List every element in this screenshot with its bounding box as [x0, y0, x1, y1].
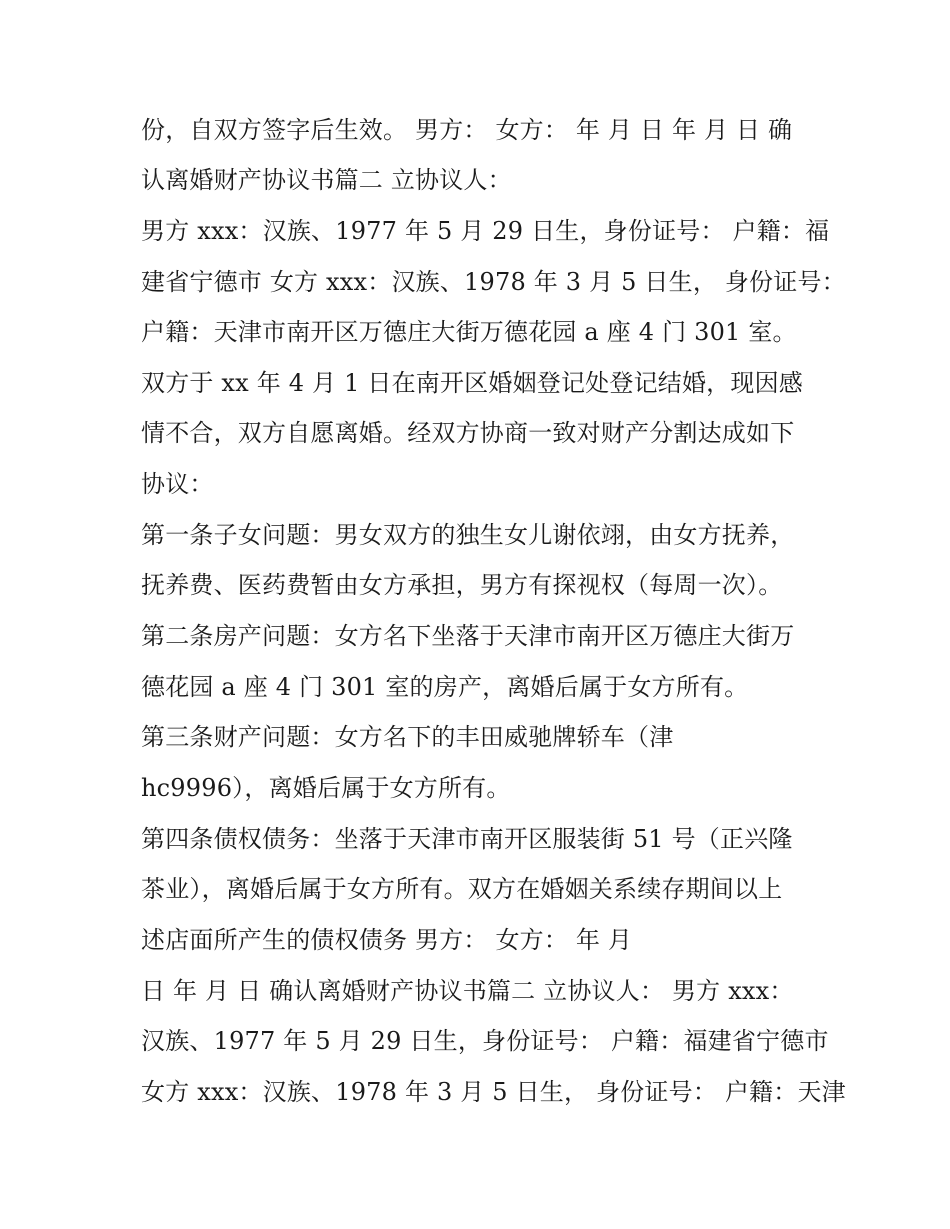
text-line: 建省宁德市 女方 xxx：汉族、1978 年 3 月 5 日生， 身份证号： — [141, 268, 846, 296]
text-line: 户籍：天津市南开区万德庄大街万德花园 a 座 4 门 301 室。 — [141, 318, 797, 346]
text-line: 第三条财产问题：女方名下的丰田威驰牌轿车（津 — [141, 723, 674, 751]
text-line: 协议： — [141, 470, 214, 498]
text-line: 抚养费、医药费暂由女方承担，男方有探视权（每周一次）。 — [141, 571, 783, 599]
text-line: 男方 xxx：汉族、1977 年 5 月 29 日生，身份证号： 户籍：福 — [141, 217, 830, 245]
text-line: 德花园 a 座 4 门 301 室的房产，离婚后属于女方所有。 — [141, 673, 749, 701]
text-line: 第四条债权债务：坐落于天津市南开区服装街 51 号（正兴隆 — [141, 825, 793, 853]
text-line: 情不合，双方自愿离婚。经双方协商一致对财产分割达成如下 — [141, 419, 795, 447]
text-line: 第二条房产问题：女方名下坐落于天津市南开区万德庄大街万 — [141, 622, 795, 650]
text-line: 茶业），离婚后属于女方所有。双方在婚姻关系续存期间以上 — [141, 875, 783, 903]
text-line: 第一条子女问题：男女双方的独生女儿谢依翊，由女方抚养， — [141, 521, 795, 549]
text-line: 述店面所产生的债权债务 男方： 女方： 年 月 — [141, 926, 633, 954]
text-line: 双方于 xx 年 4 月 1 日在南开区婚姻登记处登记结婚，现因感 — [141, 369, 803, 397]
text-line: 汉族、1977 年 5 月 29 日生，身份证号： 户籍：福建省宁德市 — [141, 1027, 829, 1055]
text-line: hc9996），离婚后属于女方所有。 — [141, 774, 511, 802]
text-line: 认离婚财产协议书篇二 立协议人： — [141, 166, 512, 194]
text-line: 日 年 月 日 确认离婚财产协议书篇二 立协议人： 男方 xxx： — [141, 977, 794, 1005]
text-line: 份，自双方签字后生效。 男方： 女方： 年 月 日 年 月 日 确 — [141, 116, 793, 144]
text-line: 女方 xxx：汉族、1978 年 3 月 5 日生， 身份证号： 户籍：天津 — [141, 1078, 846, 1106]
